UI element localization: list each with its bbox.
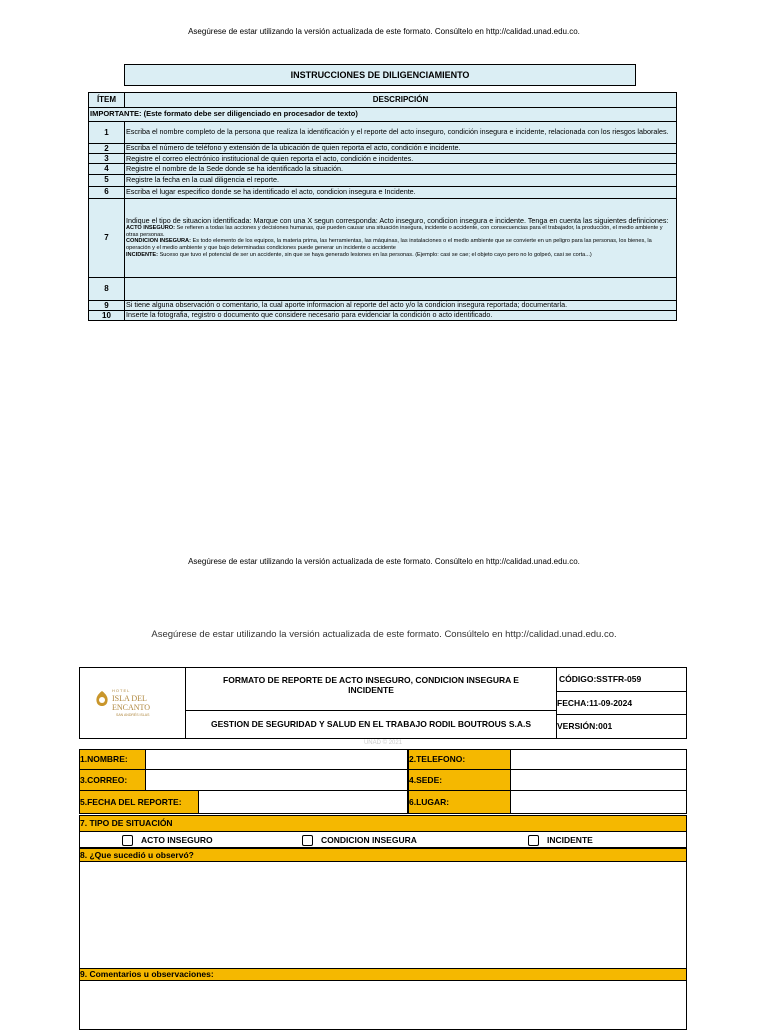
format-notice: Asegúrese de estar utilizando la versión actualizada de este formato. Consúltelo en http://calidad.unad.edu.co. xyxy=(188,27,580,36)
logo-name: ISLA DEL ENCANTO xyxy=(112,694,151,712)
col-desc-header: DESCRIPCIÓN xyxy=(125,93,677,108)
format-notice-3: Asegúrese de estar utilizando la versión actualizada de este formato. Consúltelo en http://calidad.unad.edu.co. xyxy=(151,629,617,640)
q8-header: 8. ¿Que sucedió u observó? xyxy=(79,848,687,862)
correo-label: 3.CORREO: xyxy=(79,769,146,791)
fecha-reporte-label: 5.FECHA DEL REPORTE: xyxy=(79,790,199,814)
sede-field[interactable] xyxy=(510,769,687,791)
watermark: UNAD © 2021 xyxy=(363,740,403,746)
instructions-table xyxy=(88,92,677,321)
option-condicion-insegura[interactable]: CONDICION INSEGURA xyxy=(302,835,417,846)
table-row: 1 Escriba el nombre completo de la persona que realiza la identificación y el reporte del acto inseguro, condición insegura e incidente, relacionada con los riesgos laborales. xyxy=(89,122,677,144)
lugar-field[interactable] xyxy=(510,790,687,814)
col-item-header: ÍTEM xyxy=(89,93,125,108)
table-row: 5 Registre la fecha en la cual diligencia el reporte. xyxy=(89,174,677,186)
q9-field[interactable] xyxy=(79,980,687,1030)
table-row: 3 Registre el correo electrónico institucional de quien reporta el acto, condición e incidentes. xyxy=(89,154,677,164)
table-row: 2 Escriba el número de teléfono y extensión de la ubicación de quien reporta el acto, condición e incidente. xyxy=(89,144,677,154)
checkbox-icon[interactable] xyxy=(122,835,133,846)
fecha-reporte-field[interactable] xyxy=(198,790,408,814)
sede-label: 4.SEDE: xyxy=(408,769,511,791)
tipo-situacion-header: 7. TIPO DE SITUACIÓN xyxy=(79,815,687,832)
format-notice-2: Asegúrese de estar utilizando la versión actualizada de este formato. Consúltelo en http://calidad.unad.edu.co. xyxy=(188,557,580,566)
option-incidente[interactable]: INCIDENTE xyxy=(528,835,593,846)
hotel-logo-icon xyxy=(94,690,110,715)
form-version: VERSIÓN:001 xyxy=(556,714,687,739)
logo-box: HOTEL ISLA DEL ENCANTO SAN ANDRÉS ISLAS xyxy=(79,667,186,739)
nombre-label: 1.NOMBRE: xyxy=(79,749,146,770)
form-subtitle: GESTION DE SEGURIDAD Y SALUD EN EL TRABAJO RODIL BOUTROUS S.A.S xyxy=(185,710,557,739)
table-row: 10 Inserte la fotografia, registro o documento que considere necesario para evidenciar la condición o acto identificado. xyxy=(89,310,677,320)
instructions-title: INSTRUCCIONES DE DILIGENCIAMIENTO xyxy=(124,64,636,86)
table-row: 4 Registre el nombre de la Sede donde se ha identificado la situación. xyxy=(89,164,677,174)
correo-field[interactable] xyxy=(145,769,408,791)
checkbox-icon[interactable] xyxy=(528,835,539,846)
important-note: IMPORTANTE: (Este formato debe ser diligenciado en procesador de texto) xyxy=(89,108,677,122)
telefono-label: 2.TELEFONO: xyxy=(408,749,511,770)
nombre-field[interactable] xyxy=(145,749,408,770)
option-acto-inseguro[interactable]: ACTO INSEGURO xyxy=(122,835,213,846)
table-row: 6 Escriba el lugar especifico donde se ha identificado el acto, condicion insegura e Incidente. xyxy=(89,186,677,198)
telefono-field[interactable] xyxy=(510,749,687,770)
q9-header: 9. Comentarios u observaciones: xyxy=(79,968,687,981)
checkbox-icon[interactable] xyxy=(302,835,313,846)
form-date: FECHA:11-09-2024 xyxy=(556,691,687,715)
tipo-situacion-options xyxy=(79,831,687,848)
form-code: CÓDIGO:SSTFR-059 xyxy=(556,667,687,692)
form-title: FORMATO DE REPORTE DE ACTO INSEGURO, CONDICION INSEGURA E INCIDENTE xyxy=(185,667,557,711)
report-form xyxy=(79,667,687,1027)
table-row: 8 xyxy=(89,277,677,300)
q8-field[interactable] xyxy=(79,861,687,969)
row7-intro: Indique el tipo de situacion identificada: Marque con una X segun corresponda: Acto inseguro, condicion insegura e incidente. Tenga en cuenta las siguientes definiciones: xyxy=(126,215,669,225)
lugar-label: 6.LUGAR: xyxy=(408,790,511,814)
table-row: 9 Si tiene alguna observación o comentario, la cual aporte informacion al reporte del acto y/o la condicion insegura reportada; documentarla. xyxy=(89,300,677,310)
table-row: 7 Indique el tipo de situacion identificada: Marque con una X segun corresponda: Acto inseguro, condicion insegura e incidente. Tenga en cuenta las siguientes definiciones: ACTO INSEGURO: Se refieren a todas las acciones y decisiones humanas, que pueden causar una situación insegura, incidente o accidente, con consecuencias para el trabajador, la producción, el medio ambiente y otras personas. CONDICION INSEGURA: Es todo elemento de los equipos, la materia prima, las herramientas, las máquinas, las instalaciones o el medio ambiente que se convierte en un peligro para las personas, los bienes, la operación y el medio ambiente y que bajo determinadas condiciones puede generar un incidente o accidente INCIDENTE: Suceso que tuvo el potencial de ser un accidente, sin que se haya generado lesiones en las personas. (Ejemplo: casi se cae; el objeto cayo pero no lo golpeó, casi se corta...) xyxy=(89,198,677,277)
